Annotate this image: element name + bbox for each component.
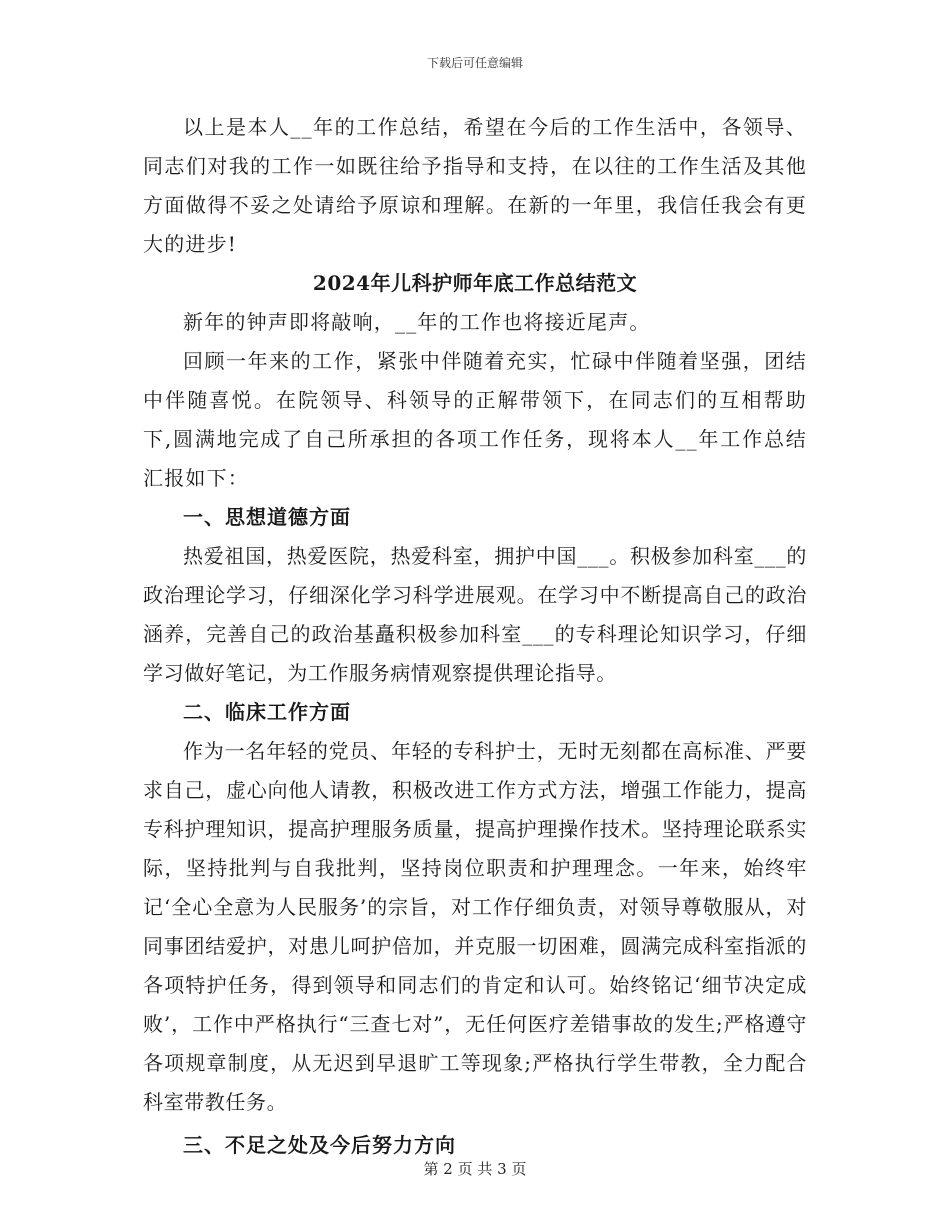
intro-paragraph: 新年的钟声即将敲响，__年的工作也将接近尾声。 <box>183 310 651 334</box>
ideology-paragraph: 热爱祖国，热爱医院，热爱科室，拥护中国___。积极参加科室___的政治理论学习，仔细深化学习科学进展观。在学习中不断提高自己的政治涵养，完善自己的政治基矗积极参加科室___的专科理论知识学习，仔细学习做好笔记，为工作服务病情观察提供理论指导。 <box>143 544 807 685</box>
document-title: 2024年儿科护师年底工作总结范文 <box>312 271 638 295</box>
closing-paragraph: 以上是本人__年的工作总结，希望在今后的工作生活中，各领导、同志们对我的工作一如既往给予指导和支持，在以往的工作生活及其他方面做得不妥之处请给予原谅和理解。在新的一年里，我信任我会有更大的进步! <box>143 115 807 256</box>
review-paragraph: 回顾一年来的工作，紧张中伴随着充实，忙碌中伴随着坚强，团结中伴随喜悦。在院领导、科领导的正解带领下，在同志们的互相帮助下,圆满地完成了自己所承担的各项工作任务，现将本人__年工作总结汇报如下： <box>143 349 807 490</box>
section-heading-clinical: 二、临床工作方面 <box>183 700 351 724</box>
section-heading-ideology: 一、思想道德方面 <box>183 505 351 529</box>
clinical-paragraph: 作为一名年轻的党员、年轻的专科护士，无时无刻都在高标准、严要求自己，虚心向他人请教，积极改进工作方式方法，增强工作能力，提高专科护理知识，提高护理服务质量，提高护理操作技术。坚持理论联系实际，坚持批判与自我批判，坚持岗位职责和护理理念。一年来，始终牢记‘全心全意为人民服务’的宗旨，对工作仔细负责，对领导尊敬服从，对同事团结爱护，对患儿呵护倍加，并克服一切困难，圆满完成科室指派的各项特护任务，得到领导和同志们的肯定和认可。始终铭记‘细节决定成败’，工作中严格执行“三查七对”，无任何医疗差错事故的发生;严格遵守各项规章制度，从无迟到早退旷工等现象;严格执行学生带教，全力配合科室带教任务。 <box>143 739 807 1114</box>
page-header-note: 下载后可任意编辑 <box>426 56 523 70</box>
section-heading-shortcomings: 三、不足之处及今后努力方向 <box>183 1133 456 1157</box>
page-number-footer: 第 2 页 共 3 页 <box>423 1160 527 1178</box>
document-body <box>143 108 807 1168</box>
